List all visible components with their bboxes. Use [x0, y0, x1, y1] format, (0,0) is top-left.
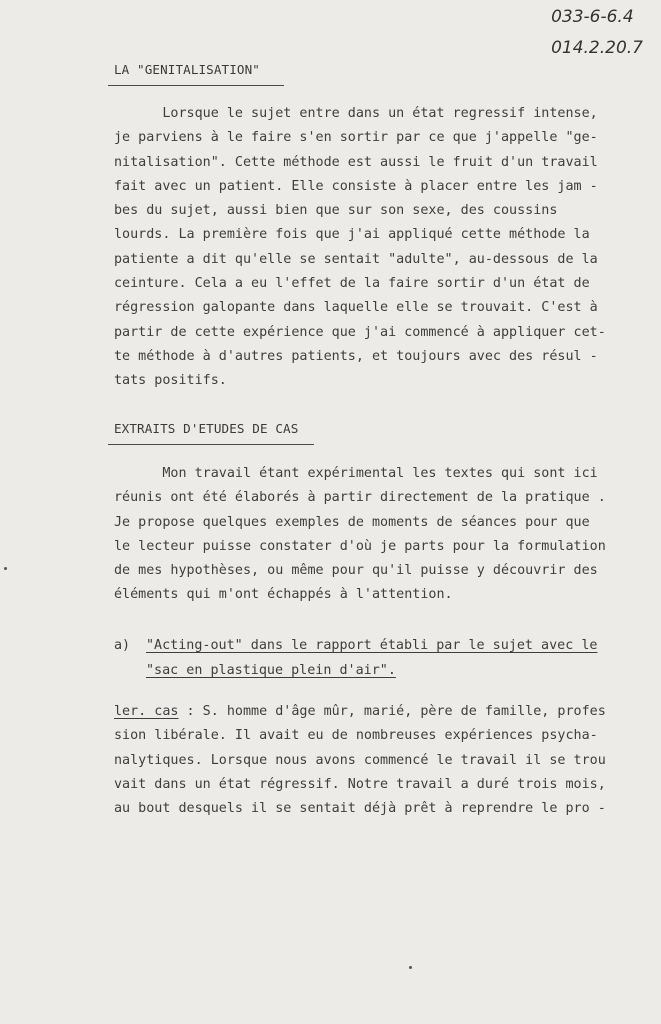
paragraph-line: bes du sujet, aussi bien que sur son sexe, des coussins — [114, 203, 558, 219]
paragraph-line: de mes hypothèses, ou même pour qu'il puisse y découvrir des — [114, 563, 598, 579]
section-2-title-underline — [108, 444, 314, 445]
case-text: : S. homme d'âge mûr, marié, père de famille, profes — [178, 704, 606, 719]
paragraph-line: régression galopante dans laquelle elle se trouvait. C'est à — [114, 300, 598, 316]
paragraph-line: réunis ont été élaborés à partir directement de la pratique . — [114, 490, 606, 506]
paragraph-line: vait dans un état régressif. Notre travail a duré trois mois, — [114, 776, 606, 792]
paragraph-line: éléments qui m'ont échappés à l'attention. — [114, 587, 453, 603]
paragraph-line: au bout desquels il se sentait déjà prêt à reprendre le pro - — [114, 801, 606, 817]
paragraph-line — [114, 700, 634, 724]
list-item-text-line-1: "Acting-out" dans le rapport établi par le sujet avec le — [146, 638, 598, 653]
section-2-paragraph — [114, 462, 634, 608]
paragraph-line: tats positifs. — [114, 373, 227, 389]
paragraph-line: Mon travail étant expérimental les textes qui sont ici — [114, 466, 598, 481]
list-item-text-line-2: "sac en plastique plein d'air". — [146, 663, 396, 678]
paragraph-line: sion libérale. Il avait eu de nombreuses expériences psycha- — [114, 728, 598, 744]
paragraph-line: fait avec un patient. Elle consiste à placer entre les jam - — [114, 178, 598, 194]
paragraph-line: lourds. La première fois que j'ai appliqué cette méthode la — [114, 227, 590, 243]
section-1-title: LA "GENITALISATION" — [114, 62, 260, 77]
paragraph-line: nitalisation". Cette méthode est aussi le fruit d'un travail — [114, 154, 598, 170]
paragraph-line: partir de cette expérience que j'ai commencé à appliquer cet- — [114, 324, 606, 340]
archive-reference — [551, 2, 643, 64]
case-label: ler. cas — [114, 704, 179, 719]
paragraph-line: ceinture. Cela a eu l'effet de la faire sortir d'un état de — [114, 276, 590, 292]
list-item-label: a) — [114, 638, 131, 653]
paragraph-line: patiente a dit qu'elle se sentait "adulte", au-dessous de la — [114, 251, 598, 267]
paragraph-line: nalytiques. Lorsque nous avons commencé le travail il se trou — [114, 752, 606, 768]
paragraph-line: Je propose quelques exemples de moments de séances pour que — [114, 514, 590, 530]
archive-ref-line-1: 033-6-6.4 — [551, 7, 634, 27]
paragraph-line: te méthode à d'autres patients, et toujours avec des résul - — [114, 348, 598, 364]
archive-ref-line-2: 014.2.20.7 — [551, 38, 643, 58]
paragraph-line: je parviens à le faire s'en sortir par ce que j'appelle "ge- — [114, 130, 598, 146]
paper-speck — [4, 567, 7, 570]
paragraph-line: Lorsque le sujet entre dans un état regressif intense, — [114, 106, 598, 121]
list-item-a — [114, 634, 634, 684]
paper-speck — [409, 966, 412, 969]
section-2-title: EXTRAITS D'ETUDES DE CAS — [114, 421, 299, 436]
case-1-paragraph — [114, 700, 634, 821]
section-1-paragraph — [114, 102, 634, 394]
section-1-title-underline — [108, 85, 284, 86]
paragraph-line: le lecteur puisse constater d'où je parts pour la formulation — [114, 538, 606, 554]
